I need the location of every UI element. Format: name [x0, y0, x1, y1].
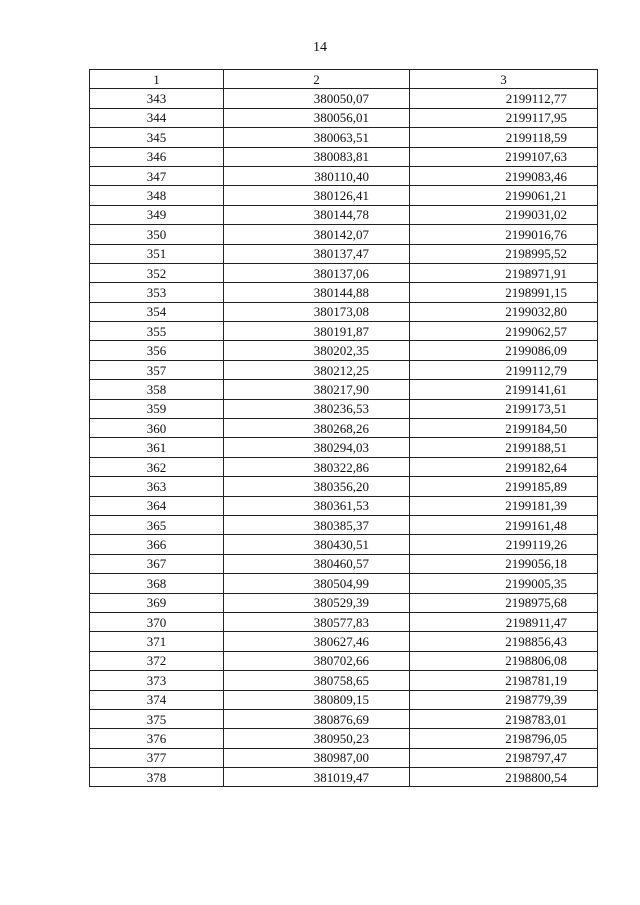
x-coordinate-cell: 380460,57 — [224, 554, 410, 573]
point-number-cell: 371 — [90, 632, 224, 651]
x-coordinate-cell: 380142,07 — [224, 225, 410, 244]
y-coordinate-cell: 2198971,91 — [410, 263, 598, 282]
x-coordinate-cell: 380212,25 — [224, 360, 410, 379]
x-coordinate-cell: 380702,66 — [224, 651, 410, 670]
table-row — [90, 419, 598, 438]
x-coordinate-cell: 380504,99 — [224, 574, 410, 593]
point-number-cell: 364 — [90, 496, 224, 515]
table-row — [90, 438, 598, 457]
point-number-cell: 348 — [90, 186, 224, 205]
point-number-cell: 349 — [90, 205, 224, 224]
point-number-cell: 347 — [90, 166, 224, 185]
point-number-cell: 358 — [90, 380, 224, 399]
y-coordinate-cell: 2199117,95 — [410, 108, 598, 127]
page-number: 14 — [313, 40, 327, 55]
point-number-cell: 378 — [90, 768, 224, 787]
y-coordinate-cell: 2199184,50 — [410, 419, 598, 438]
column-header-2: 2 — [224, 70, 410, 89]
point-number-cell: 343 — [90, 89, 224, 108]
x-coordinate-cell: 380627,46 — [224, 632, 410, 651]
x-coordinate-cell: 380144,88 — [224, 283, 410, 302]
table-row — [90, 244, 598, 263]
y-coordinate-cell: 2199056,18 — [410, 554, 598, 573]
y-coordinate-cell: 2198975,68 — [410, 593, 598, 612]
y-coordinate-cell: 2199141,61 — [410, 380, 598, 399]
table-row — [90, 748, 598, 767]
y-coordinate-cell: 2198995,52 — [410, 244, 598, 263]
point-number-cell: 367 — [90, 554, 224, 573]
y-coordinate-cell: 2198781,19 — [410, 671, 598, 690]
x-coordinate-cell: 380056,01 — [224, 108, 410, 127]
point-number-cell: 354 — [90, 302, 224, 321]
table-row — [90, 166, 598, 185]
table-row — [90, 89, 598, 108]
table-row — [90, 225, 598, 244]
table-body — [90, 89, 598, 787]
table-row — [90, 186, 598, 205]
x-coordinate-cell: 380322,86 — [224, 457, 410, 476]
x-coordinate-cell: 380137,47 — [224, 244, 410, 263]
point-number-cell: 369 — [90, 593, 224, 612]
table-row — [90, 147, 598, 166]
x-coordinate-cell: 380110,40 — [224, 166, 410, 185]
point-number-cell: 353 — [90, 283, 224, 302]
point-number-cell: 352 — [90, 263, 224, 282]
table-row — [90, 554, 598, 573]
table-row — [90, 399, 598, 418]
y-coordinate-cell: 2199107,63 — [410, 147, 598, 166]
table-row — [90, 341, 598, 360]
x-coordinate-cell: 380050,07 — [224, 89, 410, 108]
x-coordinate-cell: 380137,06 — [224, 263, 410, 282]
y-coordinate-cell: 2198779,39 — [410, 690, 598, 709]
table-row — [90, 729, 598, 748]
point-number-cell: 350 — [90, 225, 224, 244]
x-coordinate-cell: 380126,41 — [224, 186, 410, 205]
point-number-cell: 344 — [90, 108, 224, 127]
point-number-cell: 370 — [90, 612, 224, 631]
x-coordinate-cell: 380876,69 — [224, 709, 410, 728]
table-row — [90, 651, 598, 670]
x-coordinate-cell: 380173,08 — [224, 302, 410, 321]
y-coordinate-cell: 2198856,43 — [410, 632, 598, 651]
point-number-cell: 359 — [90, 399, 224, 418]
column-header-3: 3 — [410, 70, 598, 89]
y-coordinate-cell: 2198806,08 — [410, 651, 598, 670]
x-coordinate-cell: 380268,26 — [224, 419, 410, 438]
point-number-cell: 365 — [90, 515, 224, 534]
y-coordinate-cell: 2199112,79 — [410, 360, 598, 379]
table-row — [90, 768, 598, 787]
y-coordinate-cell: 2198783,01 — [410, 709, 598, 728]
y-coordinate-cell: 2198991,15 — [410, 283, 598, 302]
point-number-cell: 356 — [90, 341, 224, 360]
y-coordinate-cell: 2198800,54 — [410, 768, 598, 787]
x-coordinate-cell: 380356,20 — [224, 477, 410, 496]
table-row — [90, 709, 598, 728]
point-number-cell: 375 — [90, 709, 224, 728]
x-coordinate-cell: 380217,90 — [224, 380, 410, 399]
x-coordinate-cell: 380144,78 — [224, 205, 410, 224]
y-coordinate-cell: 2199118,59 — [410, 128, 598, 147]
table-row — [90, 612, 598, 631]
x-coordinate-cell: 380987,00 — [224, 748, 410, 767]
x-coordinate-cell: 380758,65 — [224, 671, 410, 690]
table-row — [90, 322, 598, 341]
y-coordinate-cell: 2199031,02 — [410, 205, 598, 224]
y-coordinate-cell: 2199032,80 — [410, 302, 598, 321]
y-coordinate-cell: 2199086,09 — [410, 341, 598, 360]
table-row — [90, 574, 598, 593]
table-row — [90, 360, 598, 379]
coordinates-table — [89, 69, 598, 787]
x-coordinate-cell: 380809,15 — [224, 690, 410, 709]
table-row — [90, 671, 598, 690]
table-row — [90, 263, 598, 282]
y-coordinate-cell: 2199119,26 — [410, 535, 598, 554]
table-row — [90, 515, 598, 534]
table-row — [90, 457, 598, 476]
x-coordinate-cell: 380577,83 — [224, 612, 410, 631]
y-coordinate-cell: 2199112,77 — [410, 89, 598, 108]
table-row — [90, 535, 598, 554]
y-coordinate-cell: 2199161,48 — [410, 515, 598, 534]
point-number-cell: 376 — [90, 729, 224, 748]
table-row — [90, 496, 598, 515]
table-row — [90, 205, 598, 224]
y-coordinate-cell: 2198797,47 — [410, 748, 598, 767]
table-row — [90, 632, 598, 651]
point-number-cell: 355 — [90, 322, 224, 341]
header-row — [90, 70, 598, 89]
point-number-cell: 377 — [90, 748, 224, 767]
x-coordinate-cell: 381019,47 — [224, 768, 410, 787]
x-coordinate-cell: 380202,35 — [224, 341, 410, 360]
point-number-cell: 368 — [90, 574, 224, 593]
x-coordinate-cell: 380063,51 — [224, 128, 410, 147]
y-coordinate-cell: 2199173,51 — [410, 399, 598, 418]
table-row — [90, 128, 598, 147]
y-coordinate-cell: 2199062,57 — [410, 322, 598, 341]
y-coordinate-cell: 2199182,64 — [410, 457, 598, 476]
point-number-cell: 360 — [90, 419, 224, 438]
table-row — [90, 108, 598, 127]
y-coordinate-cell: 2199185,89 — [410, 477, 598, 496]
y-coordinate-cell: 2199061,21 — [410, 186, 598, 205]
y-coordinate-cell: 2198796,05 — [410, 729, 598, 748]
point-number-cell: 361 — [90, 438, 224, 457]
x-coordinate-cell: 380236,53 — [224, 399, 410, 418]
table-row — [90, 283, 598, 302]
point-number-cell: 374 — [90, 690, 224, 709]
y-coordinate-cell: 2199005,35 — [410, 574, 598, 593]
point-number-cell: 363 — [90, 477, 224, 496]
table-row — [90, 477, 598, 496]
y-coordinate-cell: 2198911,47 — [410, 612, 598, 631]
point-number-cell: 362 — [90, 457, 224, 476]
x-coordinate-cell: 380361,53 — [224, 496, 410, 515]
table-row — [90, 690, 598, 709]
table-row — [90, 302, 598, 321]
x-coordinate-cell: 380385,37 — [224, 515, 410, 534]
point-number-cell: 346 — [90, 147, 224, 166]
point-number-cell: 357 — [90, 360, 224, 379]
point-number-cell: 366 — [90, 535, 224, 554]
x-coordinate-cell: 380083,81 — [224, 147, 410, 166]
table-row — [90, 380, 598, 399]
x-coordinate-cell: 380294,03 — [224, 438, 410, 457]
point-number-cell: 345 — [90, 128, 224, 147]
x-coordinate-cell: 380950,23 — [224, 729, 410, 748]
point-number-cell: 372 — [90, 651, 224, 670]
point-number-cell: 351 — [90, 244, 224, 263]
y-coordinate-cell: 2199188,51 — [410, 438, 598, 457]
y-coordinate-cell: 2199181,39 — [410, 496, 598, 515]
table-header — [90, 70, 598, 89]
y-coordinate-cell: 2199016,76 — [410, 225, 598, 244]
x-coordinate-cell: 380529,39 — [224, 593, 410, 612]
column-header-1: 1 — [90, 70, 224, 89]
table-row — [90, 593, 598, 612]
y-coordinate-cell: 2199083,46 — [410, 166, 598, 185]
point-number-cell: 373 — [90, 671, 224, 690]
x-coordinate-cell: 380191,87 — [224, 322, 410, 341]
x-coordinate-cell: 380430,51 — [224, 535, 410, 554]
